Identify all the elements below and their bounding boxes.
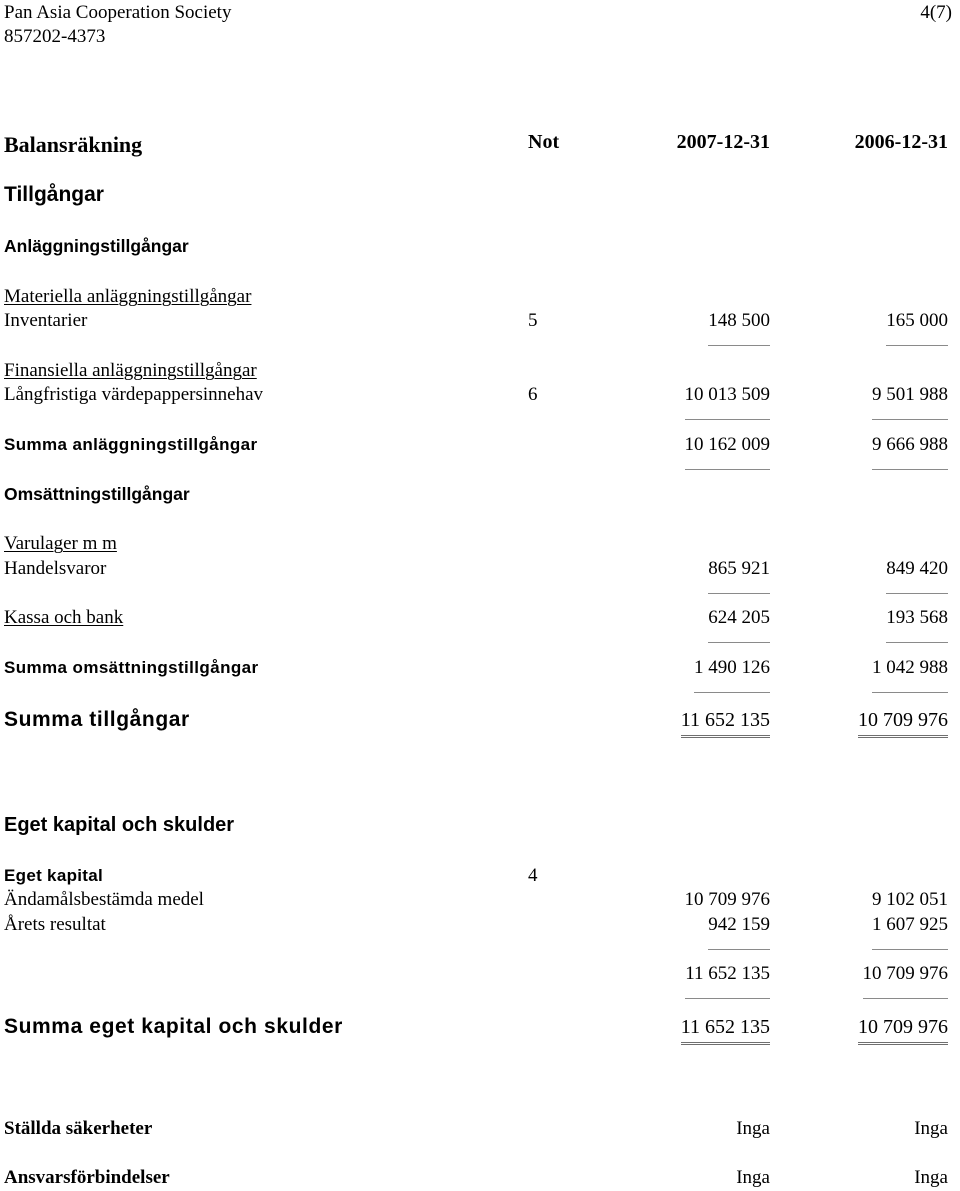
equity-liabilities-heading: Eget kapital och skulder [4,814,235,836]
statement-title: Balansräkning [4,132,143,157]
equity-subheading: Eget kapital [4,866,104,885]
current-assets-heading: Omsättningstillgångar [4,484,190,504]
assets-heading: Tillgångar [4,183,104,206]
current-assets-sum-current: 1 490 126 [694,656,770,693]
row-value-current-securities: 10 013 509 [685,383,771,420]
financial-assets-subheading: Finansiella anläggningstillgångar [4,360,257,381]
tangible-assets-subheading: Materiella anläggningstillgångar [4,286,252,307]
row-label-result: Årets resultat [4,914,106,935]
row-value-previous-cash: 193 568 [886,606,948,643]
total-assets-current: 11 652 135 [681,709,770,738]
row-value-previous-inventarier: 165 000 [886,309,948,346]
row-value-current-result: 942 159 [708,913,770,950]
pledged-assets-label: Ställda säkerheter [4,1118,153,1139]
page-number: 4(7) [920,2,952,23]
row-label-cash: Kassa och bank [4,607,124,628]
previous-year-header: 2006-12-31 [854,131,948,153]
equity-sum-current: 11 652 135 [685,962,770,999]
fixed-assets-sum-previous: 9 666 988 [872,433,948,470]
current-assets-sum-previous: 1 042 988 [872,656,948,693]
row-label-securities: Långfristiga värdepappersinnehav [4,384,264,405]
total-equity-liabilities-current: 11 652 135 [681,1016,770,1045]
row-value-previous-earmarked: 9 102 051 [872,889,948,910]
contingent-liabilities-label: Ansvarsförbindelser [4,1167,170,1188]
row-value-previous-goods: 849 420 [886,557,948,594]
pledged-assets-current: Inga [736,1118,770,1139]
row-value-previous-result: 1 607 925 [872,913,948,950]
row-note-securities: 6 [528,384,538,405]
row-value-current-inventarier: 148 500 [708,309,770,346]
row-note-inventarier: 5 [528,310,538,331]
organization-number: 857202-4373 [4,26,106,47]
row-label-goods: Handelsvaror [4,558,107,579]
row-label-inventarier: Inventarier [4,310,88,331]
current-assets-sum-label: Summa omsättningstillgångar [4,658,259,677]
fixed-assets-sum-current: 10 162 009 [685,433,771,470]
equity-sum-previous: 10 709 976 [863,962,949,999]
fixed-assets-heading: Anläggningstillgångar [4,236,189,256]
equity-note: 4 [528,865,538,886]
row-value-previous-securities: 9 501 988 [872,383,948,420]
current-year-header: 2007-12-31 [676,131,770,153]
organization-name: Pan Asia Cooperation Society [4,2,232,23]
pledged-assets-previous: Inga [914,1118,948,1139]
contingent-liabilities-previous: Inga [914,1167,948,1188]
row-value-current-goods: 865 921 [708,557,770,594]
total-equity-liabilities-label: Summa eget kapital och skulder [4,1015,343,1038]
total-assets-previous: 10 709 976 [858,709,948,738]
row-value-current-cash: 624 205 [708,606,770,643]
inventory-subheading: Varulager m m [4,533,117,554]
row-label-earmarked: Ändamålsbestämda medel [4,889,204,910]
row-value-current-earmarked: 10 709 976 [684,889,770,910]
fixed-assets-sum-label: Summa anläggningstillgångar [4,435,258,454]
note-column-header: Not [528,131,560,153]
total-assets-label: Summa tillgångar [4,708,190,731]
contingent-liabilities-current: Inga [736,1167,770,1188]
total-equity-liabilities-previous: 10 709 976 [858,1016,948,1045]
